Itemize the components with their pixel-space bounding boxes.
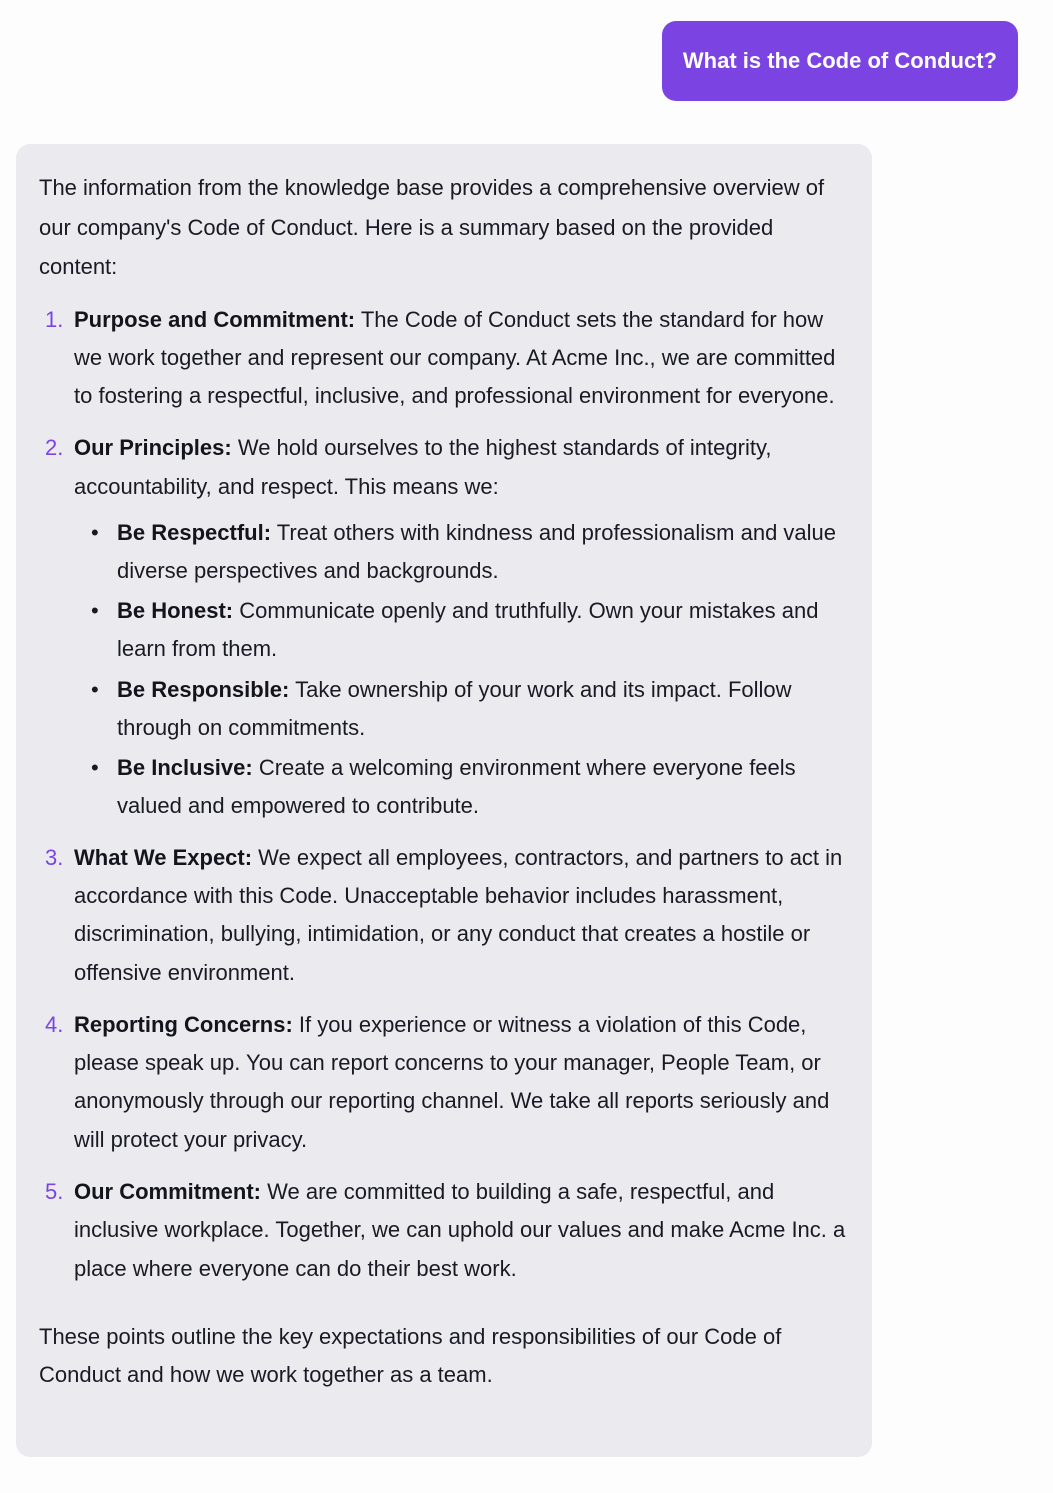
bullet-icon: • — [91, 755, 99, 781]
point-label: Purpose and Commitment: — [74, 306, 356, 332]
principle-text: Take ownership of your work and its impact. Follow through on commitments. — [117, 676, 792, 740]
point-text: We hold ourselves to the highest standards of integrity, accountability, and respect. This means we: — [74, 435, 772, 499]
list-item — [39, 301, 850, 416]
user-message-bubble — [662, 21, 1018, 101]
principle-text: Communicate openly and truthfully. Own your mistakes and learn from them. — [117, 598, 819, 662]
point-text: We expect all employees, contractors, and partners to act in accordance with this Code. Unacceptable behavior includes harassment, discrimination, bullying, intimidation, or any conduct that creates a hostile or offensive environment. — [74, 844, 843, 985]
principle-item — [74, 749, 850, 824]
point-label: Reporting Concerns: — [74, 1011, 293, 1037]
point-text: If you experience or witness a violation of this Code, please speak up. You can report concerns to your manager, People Team, or anonymously through our reporting channel. We take all reports seriously and will protect your privacy. — [74, 1011, 830, 1152]
point-label: Our Commitment: — [74, 1178, 261, 1204]
point-text: The Code of Conduct sets the standard for how we work together and represent our company. At Acme Inc., we are committed to fostering a respectful, inclusive, and professional environment for everyone. — [74, 306, 836, 409]
bullet-icon: • — [91, 676, 99, 702]
bullet-icon: • — [91, 519, 99, 545]
list-number: 1. — [45, 306, 64, 332]
list-number: 2. — [45, 435, 64, 461]
list-item — [39, 1006, 850, 1159]
principle-text: Create a welcoming environment where everyone feels valued and empowered to contribute. — [117, 755, 796, 818]
principles-list — [74, 514, 850, 825]
principle-label: Be Responsible: — [117, 676, 290, 702]
point-label: Our Principles: — [74, 435, 232, 461]
principle-text: Treat others with kindness and professionalism and value diverse perspectives and backgrounds. — [117, 519, 837, 583]
point-label: What We Expect: — [74, 844, 253, 870]
principle-label: Be Respectful: — [117, 519, 272, 545]
list-item — [39, 429, 850, 824]
principle-label: Be Inclusive: — [117, 755, 253, 781]
assistant-message-bubble — [16, 144, 872, 1457]
summary-list — [39, 301, 850, 1288]
assistant-intro: The information from the knowledge base provides a comprehensive overview of our company's Code of Conduct. Here is a summary based on the provided content: — [39, 175, 825, 279]
assistant-outro: These points outline the key expectations and responsibilities of our Code of Conduct and how we work together as a team. — [39, 1323, 782, 1388]
principle-item — [74, 514, 850, 589]
principle-item — [74, 592, 850, 667]
principle-item — [74, 671, 850, 746]
bullet-icon: • — [91, 598, 99, 624]
list-number: 4. — [45, 1011, 64, 1037]
user-message-text: What is the Code of Conduct? — [682, 48, 997, 73]
list-number: 3. — [45, 844, 64, 870]
point-text: We are committed to building a safe, respectful, and inclusive workplace. Together, we can uphold our values and make Acme Inc. a place where everyone can do their best work. — [74, 1178, 846, 1281]
list-item — [39, 1173, 850, 1288]
list-item — [39, 839, 850, 992]
list-number: 5. — [45, 1178, 64, 1204]
principle-label: Be Honest: — [117, 598, 234, 624]
